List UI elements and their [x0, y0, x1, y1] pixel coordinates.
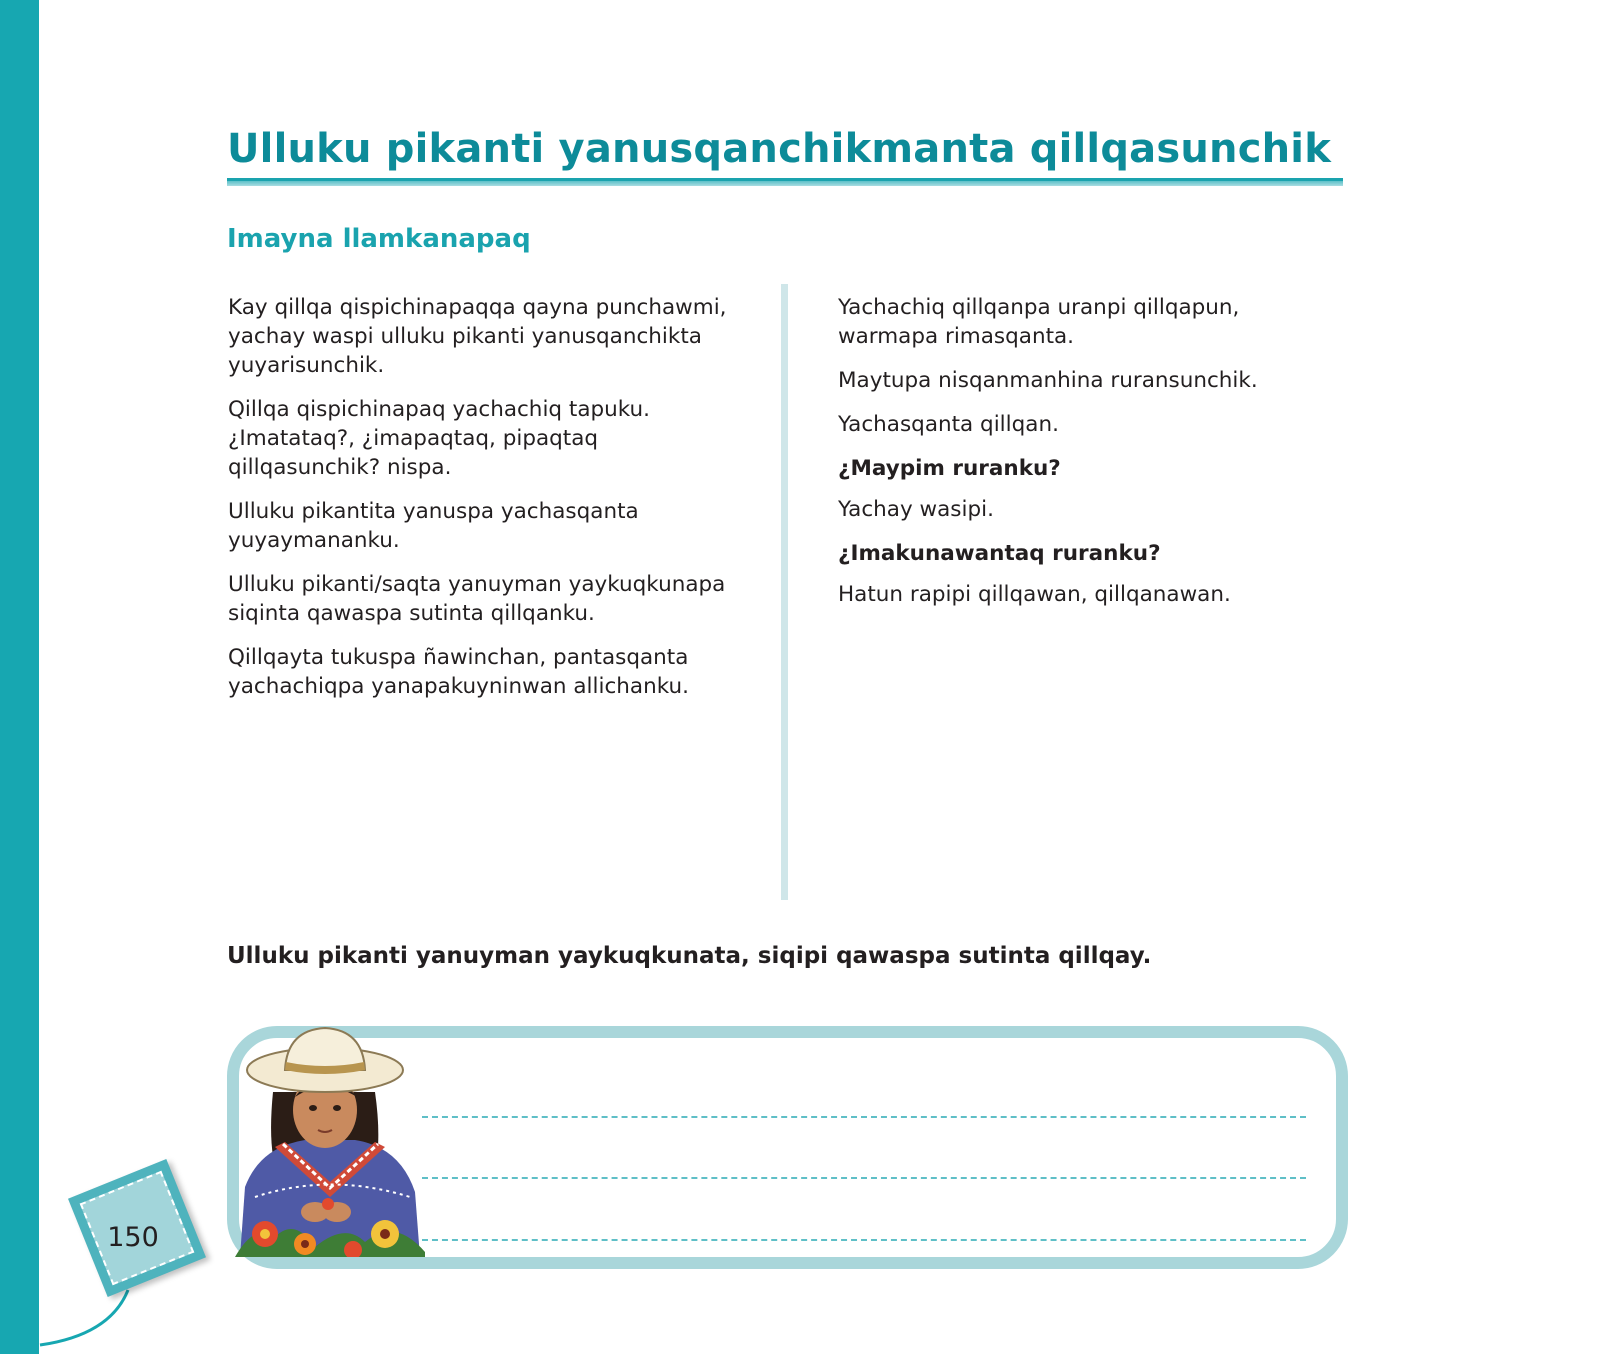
question-where: ¿Maypim ruranku?	[838, 456, 1061, 481]
instruction-paragraph: Kay qillqa qispichinapaqqa qayna punchawmi, yachay waspi ulluku pikanti yanusqanchikta yuyarisunchik.	[228, 295, 727, 378]
instruction-paragraph: Maytupa nisqanmanhina ruransunchik.	[838, 368, 1258, 393]
page-title: Ulluku pikanti yanusqanchikmanta qillqasunchik	[227, 126, 1332, 172]
answer-where: Yachay wasipi.	[838, 497, 994, 522]
exercise-instruction: Ulluku pikanti yanuyman yaykuqkunata, siqipi qawaspa sutinta qillqay.	[227, 943, 1152, 969]
column-divider	[781, 284, 788, 900]
instruction-paragraph: Qillqa qispichinapaq yachachiq tapuku. ¿Imatataq?, ¿imapaqtaq, pipaqtaq qillqasunchik? nispa.	[228, 397, 651, 480]
title-underline	[227, 178, 1343, 186]
question-with-what: ¿Imakunawantaq ruranku?	[838, 541, 1161, 566]
answer-with-what: Hatun rapipi qillqawan, qillqanawan.	[838, 582, 1231, 607]
writing-line-2[interactable]	[422, 1177, 1306, 1179]
left-column	[228, 293, 748, 716]
instruction-paragraph: Yachachiq qillqanpa uranpi qillqapun, warmapa rimasqanta.	[838, 295, 1240, 349]
section-heading: Imayna llamkanapaq	[227, 224, 531, 254]
writing-line-3[interactable]	[422, 1239, 1306, 1241]
instruction-paragraph: Ulluku pikanti/saqta yanuyman yaykuqkunapa siqinta qawaspa sutinta qillqanku.	[228, 572, 726, 626]
page-number: 150	[107, 1222, 159, 1253]
instruction-paragraph: Qillqayta tukuspa ñawinchan, pantasqanta yachachiqpa yanapakuyninwan allichanku.	[228, 645, 689, 699]
writing-line-1[interactable]	[422, 1116, 1306, 1118]
andean-girl-illustration	[235, 1022, 425, 1257]
right-column	[838, 293, 1308, 624]
instruction-paragraph: Ulluku pikantita yanuspa yachasqanta yuyaymananku.	[228, 499, 639, 553]
instruction-paragraph: Yachasqanta qillqan.	[838, 412, 1059, 437]
kite-string	[0, 0, 240, 1354]
